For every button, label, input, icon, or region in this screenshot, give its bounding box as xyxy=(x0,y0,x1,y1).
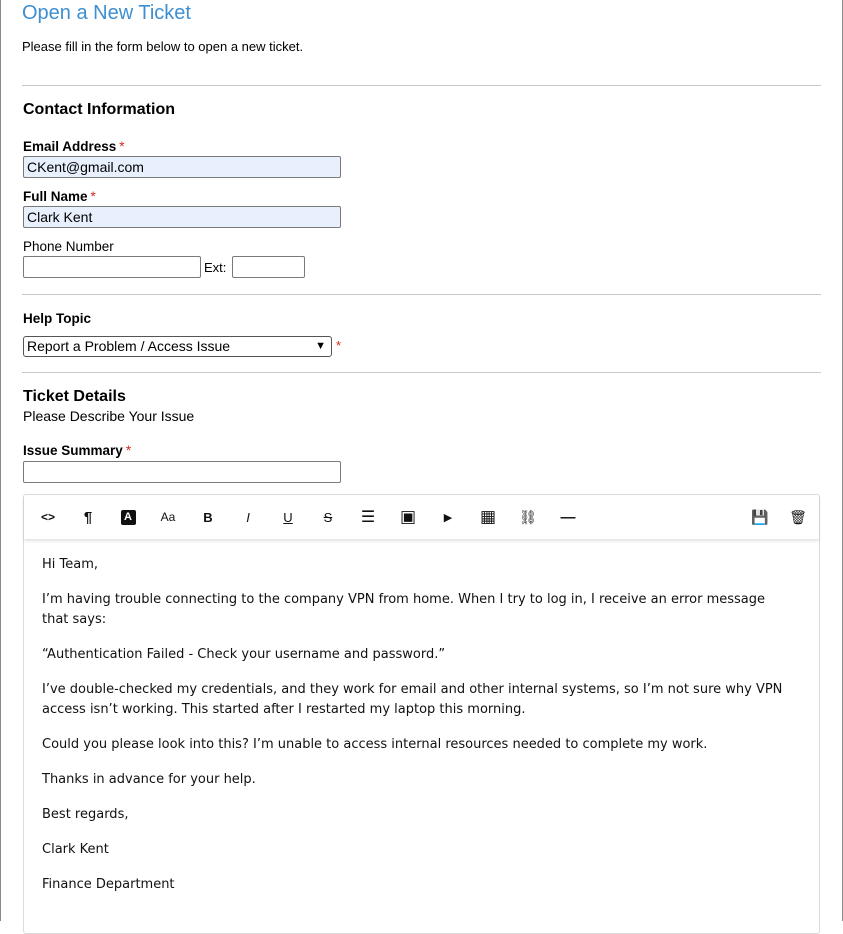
underline-icon[interactable]: U xyxy=(283,509,293,525)
divider xyxy=(22,85,821,86)
email-label-text: Email Address xyxy=(23,139,117,154)
help-topic-label: Help Topic xyxy=(23,311,92,326)
full-name-label xyxy=(23,189,96,204)
editor-paragraph: Could you please look into this? I’m unable to access internal resources needed to complete my work. xyxy=(42,737,708,752)
strikethrough-icon[interactable]: S xyxy=(323,509,333,525)
ticket-details-title: Ticket Details xyxy=(23,388,126,405)
required-marker: * xyxy=(119,139,125,154)
editor-paragraph: Hi Team, xyxy=(42,557,99,572)
paragraph-icon[interactable]: ¶ xyxy=(83,508,93,526)
editor-paragraph: Clark Kent xyxy=(42,842,109,857)
divider xyxy=(22,372,821,373)
required-marker: * xyxy=(336,338,342,353)
editor-paragraph: I’ve double-checked my credentials, and they work for email and other internal systems, so I’m not sure why VPN access isn’t working. This started after I restarted my laptop this morning. xyxy=(42,682,783,717)
email-label xyxy=(23,139,125,154)
unordered-list-icon[interactable]: ☰ xyxy=(360,509,376,526)
insert-image-icon[interactable]: ▣ xyxy=(399,507,417,526)
issue-summary-field[interactable] xyxy=(23,461,341,483)
font-color-icon[interactable] xyxy=(116,505,140,529)
bold-icon[interactable]: B xyxy=(203,509,213,525)
editor-paragraph: Finance Department xyxy=(42,877,175,892)
full-name-field[interactable]: Clark Kent xyxy=(23,206,341,228)
page-title: Open a New Ticket xyxy=(22,2,191,24)
phone-label: Phone Number xyxy=(23,239,114,254)
font-size-icon[interactable]: Aa xyxy=(160,510,176,524)
full-name-label-text: Full Name xyxy=(23,189,88,204)
delete-draft-icon[interactable]: 🗑 xyxy=(789,508,807,525)
help-topic-select[interactable] xyxy=(23,336,332,357)
phone-field[interactable] xyxy=(23,256,201,278)
insert-video-icon[interactable]: ▶ xyxy=(443,511,453,524)
chevron-down-icon: ▼ xyxy=(315,340,326,352)
email-field[interactable]: CKent@gmail.com xyxy=(23,156,341,178)
editor-paragraph: Thanks in advance for your help. xyxy=(42,772,256,787)
insert-link-icon[interactable]: ⛓ xyxy=(519,508,537,525)
window-border-left xyxy=(0,0,1,921)
save-draft-icon[interactable]: 💾 xyxy=(751,508,769,525)
editor-toolbar xyxy=(24,495,819,539)
issue-summary-label xyxy=(23,443,131,458)
editor-paragraph: “Authentication Failed - Check your username and password.” xyxy=(42,647,446,662)
help-topic-selected: Report a Problem / Access Issue xyxy=(27,338,231,354)
editor-paragraph: Best regards, xyxy=(42,807,129,822)
editor-content[interactable] xyxy=(42,555,792,910)
contact-section-title: Contact Information xyxy=(23,101,175,118)
code-view-icon[interactable]: <> xyxy=(40,510,55,524)
required-marker: * xyxy=(125,443,132,458)
intro-text: Please fill in the form below to open a new ticket. xyxy=(22,39,304,54)
divider xyxy=(22,294,821,295)
ext-label: Ext: xyxy=(204,260,227,275)
ext-field[interactable] xyxy=(232,256,305,278)
insert-table-icon[interactable]: ▦ xyxy=(479,507,497,526)
editor-paragraph: I’m having trouble connecting to the company VPN from home. When I try to log in, I receive an error message that says: xyxy=(42,592,766,627)
italic-icon[interactable]: I xyxy=(246,509,250,525)
issue-summary-label-text: Issue Summary xyxy=(23,443,123,458)
rich-text-editor[interactable] xyxy=(23,494,820,934)
required-marker: * xyxy=(90,189,96,204)
horizontal-rule-icon[interactable]: — xyxy=(560,508,576,526)
font-color-glyph: A xyxy=(121,510,136,525)
ticket-details-subtitle: Please Describe Your Issue xyxy=(23,408,195,424)
